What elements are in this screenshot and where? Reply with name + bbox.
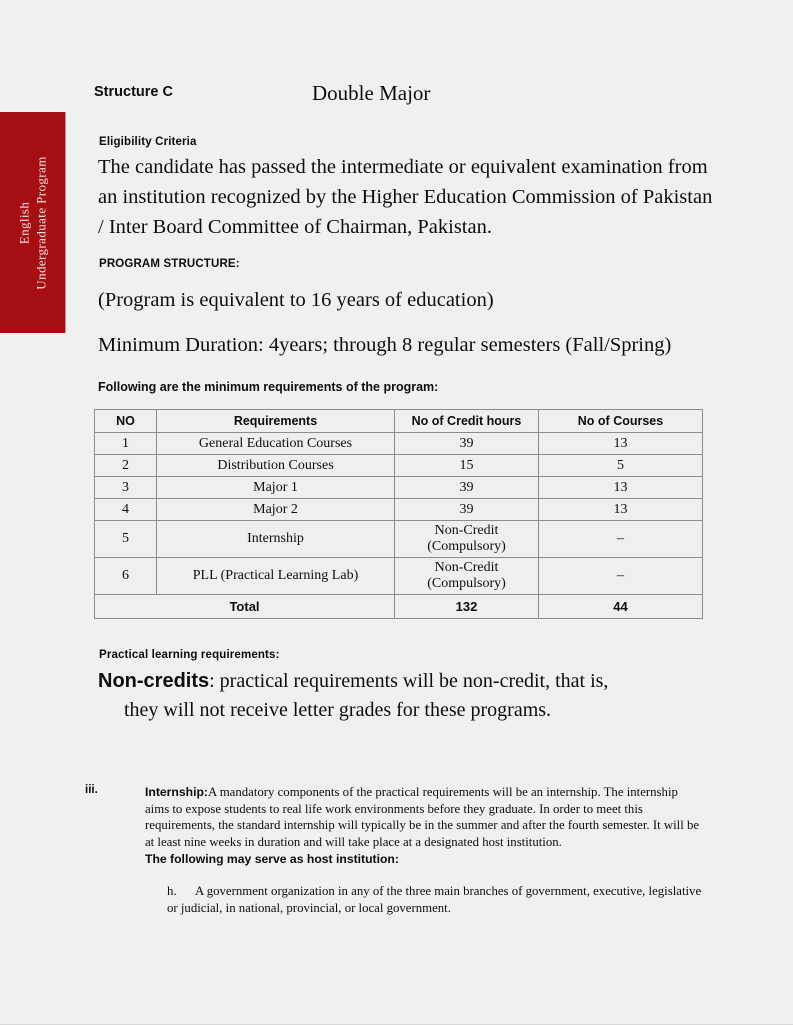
cell-no: 3 — [95, 477, 157, 499]
list-item — [167, 883, 705, 917]
cell-courses: – — [539, 521, 703, 558]
cell-hours: 39 — [395, 433, 539, 455]
cell-courses: – — [539, 558, 703, 595]
table-row — [95, 558, 703, 595]
noncredit-line-2: they will not receive letter grades for these programs. — [124, 699, 552, 721]
table-row — [95, 455, 703, 477]
table-row — [95, 521, 703, 558]
table-row — [95, 477, 703, 499]
host-institution-heading: The following may serve as host institution: — [145, 852, 399, 867]
internship-body — [145, 784, 705, 917]
side-tab-english-undergraduate — [0, 112, 66, 333]
cell-courses: 13 — [539, 499, 703, 521]
program-equivalence-text: (Program is equivalent to 16 years of education) — [98, 289, 494, 311]
cell-no: 6 — [95, 558, 157, 595]
cell-requirement: Major 1 — [157, 477, 395, 499]
column-header-credit-hours: No of Credit hours — [395, 410, 539, 433]
header-row — [94, 81, 714, 122]
program-structure-heading: PROGRAM STRUCTURE: — [99, 258, 240, 270]
side-tab-text — [16, 156, 50, 289]
cell-requirement: Distribution Courses — [157, 455, 395, 477]
cell-no: 2 — [95, 455, 157, 477]
noncredit-line-1: : practical requirements will be non-credit, that is, — [209, 670, 609, 692]
table-header-row — [95, 410, 703, 433]
cell-hours: Non-Credit (Compulsory) — [395, 521, 539, 558]
noncredit-bold-label: Non-credits — [98, 670, 210, 692]
cell-requirement: Internship — [157, 521, 395, 558]
side-tab-line-2: Undergraduate Program — [33, 155, 49, 290]
column-header-requirements: Requirements — [157, 410, 395, 433]
cell-courses: 5 — [539, 455, 703, 477]
page-title: Double Major — [312, 81, 431, 105]
program-duration-text: Minimum Duration: 4years; through 8 regular semesters (Fall/Spring) — [98, 334, 672, 356]
cell-total-label: Total — [95, 595, 395, 619]
sub-list-text: A government organization in any of the three main branches of government, executive, legislative or judicial, in national, provincial, or local government. — [167, 883, 702, 915]
noncredit-statement — [98, 667, 714, 725]
cell-requirement: Major 2 — [157, 499, 395, 521]
content-column — [94, 0, 714, 725]
cell-hours: 15 — [395, 455, 539, 477]
structure-label: Structure C — [94, 84, 173, 100]
cell-courses: 13 — [539, 477, 703, 499]
practical-requirements-heading: Practical learning requirements: — [99, 649, 280, 661]
cell-total-hours: 132 — [395, 595, 539, 619]
cell-no: 4 — [95, 499, 157, 521]
internship-text: A mandatory components of the practical requirements will be an internship. The internship aims to expose students to real life work environments before they graduate. In order to meet this requirements, the standard internship will typically be in the summer and after the fourth semester. It will be at least nine weeks in duration and will take place at a designated host institution. — [145, 785, 700, 849]
cell-hours: Non-Credit (Compulsory) — [395, 558, 539, 595]
cell-hours: 39 — [395, 477, 539, 499]
minimum-requirements-line: Following are the minimum requirements of the program: — [98, 380, 439, 394]
column-header-courses: No of Courses — [539, 410, 703, 433]
cell-requirement: General Education Courses — [157, 433, 395, 455]
column-header-no: NO — [95, 410, 157, 433]
table-row — [95, 433, 703, 455]
cell-courses: 13 — [539, 433, 703, 455]
internship-lead-label: Internship: — [145, 785, 208, 799]
eligibility-text: The candidate has passed the intermediate or equivalent examination from an institution recognized by the Higher Education Commission of Pakistan / Inter Board Committee of Chairman, Pakistan. — [98, 156, 713, 238]
internship-list-item — [85, 784, 705, 917]
cell-total-courses: 44 — [539, 595, 703, 619]
cell-requirement: PLL (Practical Learning Lab) — [157, 558, 395, 595]
requirements-table — [94, 409, 703, 619]
eligibility-heading: Eligibility Criteria — [99, 136, 197, 148]
cell-hours: 39 — [395, 499, 539, 521]
table-total-row — [95, 595, 703, 619]
side-tab-line-1: English — [16, 201, 32, 244]
sub-list-marker-h: h. — [167, 883, 177, 898]
cell-no: 5 — [95, 521, 157, 558]
list-marker-iii: iii. — [85, 784, 98, 796]
table-row — [95, 499, 703, 521]
cell-no: 1 — [95, 433, 157, 455]
